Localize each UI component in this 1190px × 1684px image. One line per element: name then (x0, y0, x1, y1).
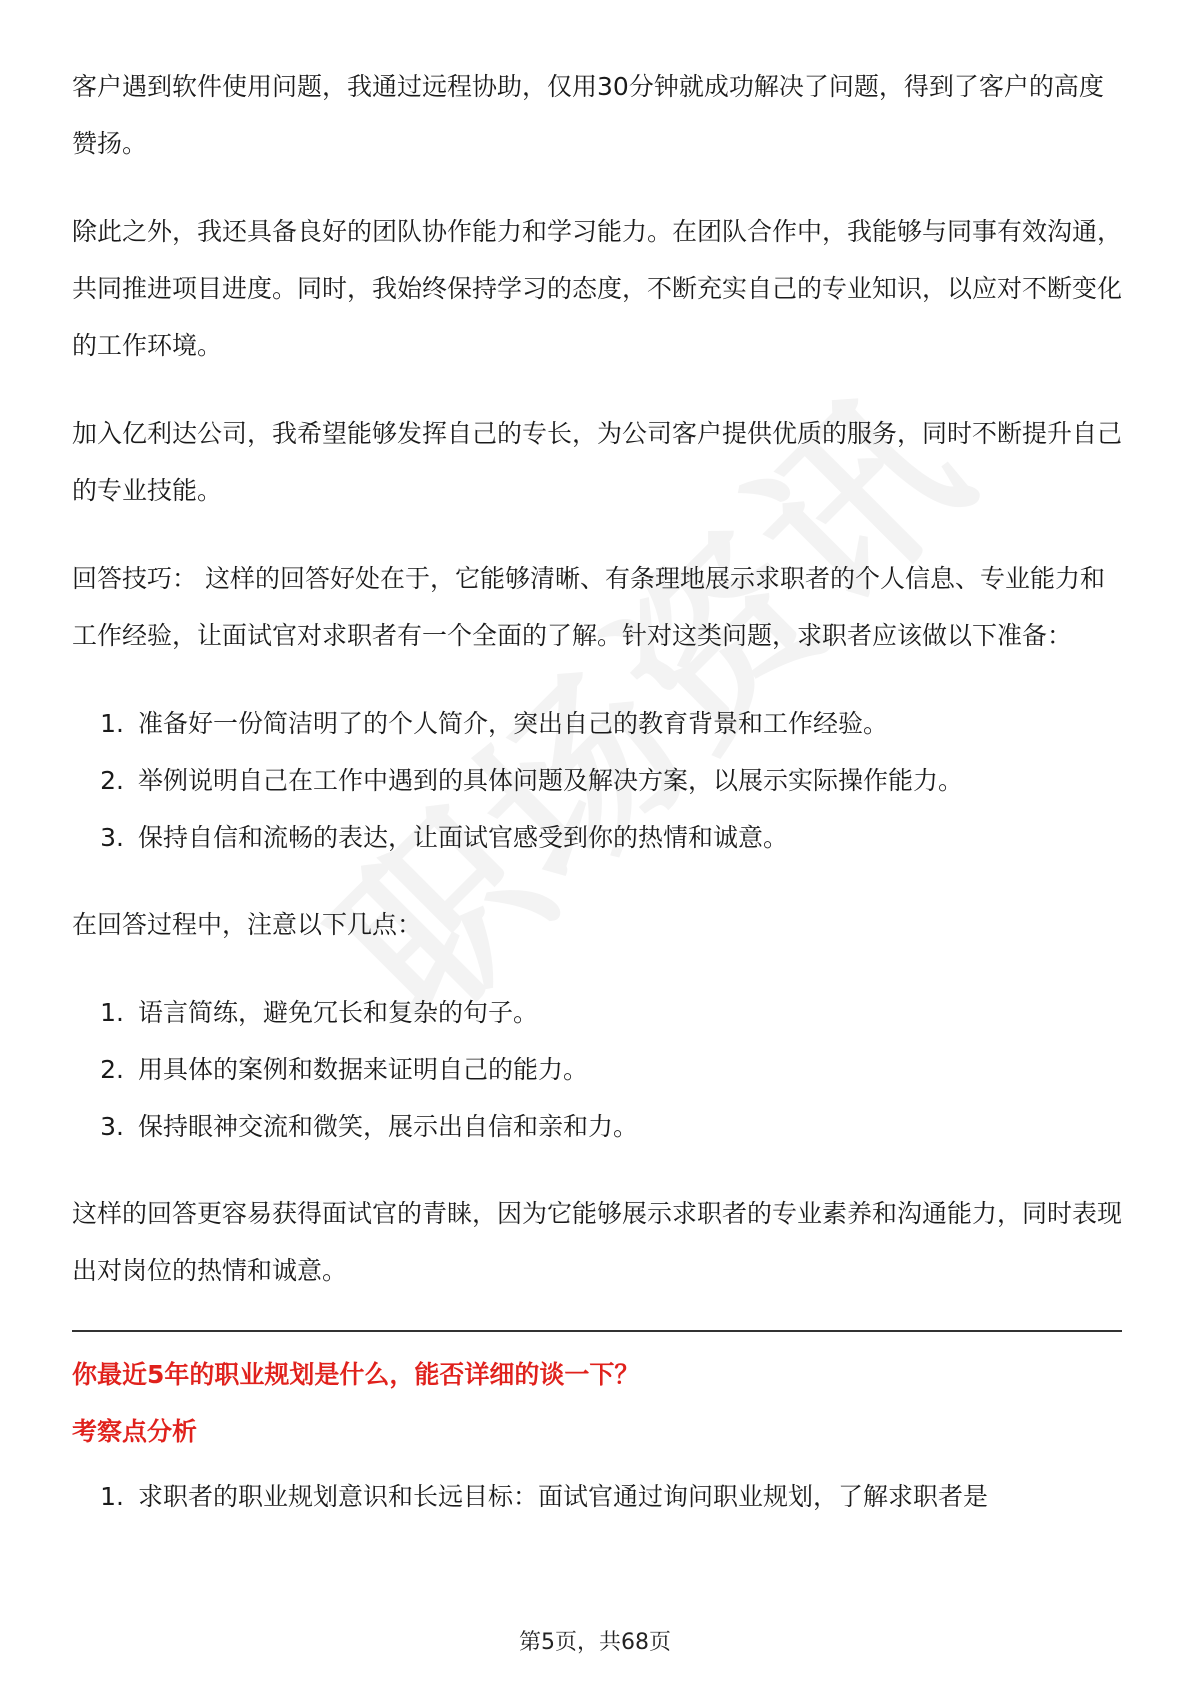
list-item (72, 984, 1122, 1041)
list-number: 1. (100, 709, 124, 738)
list-item (72, 1468, 1122, 1525)
paragraph: 客户遇到软件使用问题，我通过远程协助，仅用30分钟就成功解决了问题，得到了客户的高度赞扬。 (72, 72, 1104, 158)
list-item (72, 1041, 1122, 1098)
list-item (72, 695, 1122, 752)
list-item-text: 求职者的职业规划意识和长远目标：面试官通过询问职业规划，了解求职者是 (138, 1482, 989, 1511)
answer-tips-paragraph: 回答技巧： 这样的回答好处在于，它能够清晰、有条理地展示求职者的个人信息、专业能力和工作经验，让面试官对求职者有一个全面的了解。针对这类问题，求职者应该做以下准备： (72, 564, 1105, 650)
paragraph: 这样的回答更容易获得面试官的青睐，因为它能够展示求职者的专业素养和沟通能力，同时表现出对岗位的热情和诚意。 (72, 1199, 1123, 1285)
section-divider (72, 1330, 1122, 1332)
attention-list (72, 984, 1122, 1155)
analysis-heading: 考察点分析 (72, 1417, 198, 1446)
list-item-text: 用具体的案例和数据来证明自己的能力。 (138, 1055, 589, 1084)
list-number: 1. (100, 1482, 124, 1511)
paragraph: 加入亿利达公司，我希望能够发挥自己的专长，为公司客户提供优质的服务，同时不断提升自己的专业技能。 (72, 419, 1123, 505)
list-number: 1. (100, 998, 124, 1027)
list-item-text: 保持自信和流畅的表达，让面试官感受到你的热情和诚意。 (138, 823, 789, 852)
document-body (72, 58, 1122, 1555)
list-number: 2. (100, 766, 124, 795)
question-title: 你最近5年的职业规划是什么，能否详细的谈一下？ (72, 1360, 640, 1389)
list-item-text: 语言简练，避免冗长和复杂的句子。 (138, 998, 539, 1027)
list-item (72, 752, 1122, 809)
list-item (72, 809, 1122, 866)
preparation-list (72, 695, 1122, 866)
paragraph: 在回答过程中，注意以下几点： (72, 910, 423, 939)
list-item-text: 保持眼神交流和微笑，展示出自信和亲和力。 (138, 1112, 639, 1141)
list-item (72, 1098, 1122, 1155)
list-item-text: 准备好一份简洁明了的个人简介，突出自己的教育背景和工作经验。 (138, 709, 889, 738)
paragraph: 除此之外，我还具备良好的团队协作能力和学习能力。在团队合作中，我能够与同事有效沟通，共同推进项目进度。同时，我始终保持学习的态度，不断充实自己的专业知识，以应对不断变化的工作环境。 (72, 217, 1123, 360)
list-item-text: 举例说明自己在工作中遇到的具体问题及解决方案，以展示实际操作能力。 (138, 766, 964, 795)
list-number: 3. (100, 823, 124, 852)
list-number: 2. (100, 1055, 124, 1084)
page-number: 第5页，共68页 (519, 1630, 671, 1655)
list-number: 3. (100, 1112, 124, 1141)
analysis-list (72, 1468, 1122, 1525)
